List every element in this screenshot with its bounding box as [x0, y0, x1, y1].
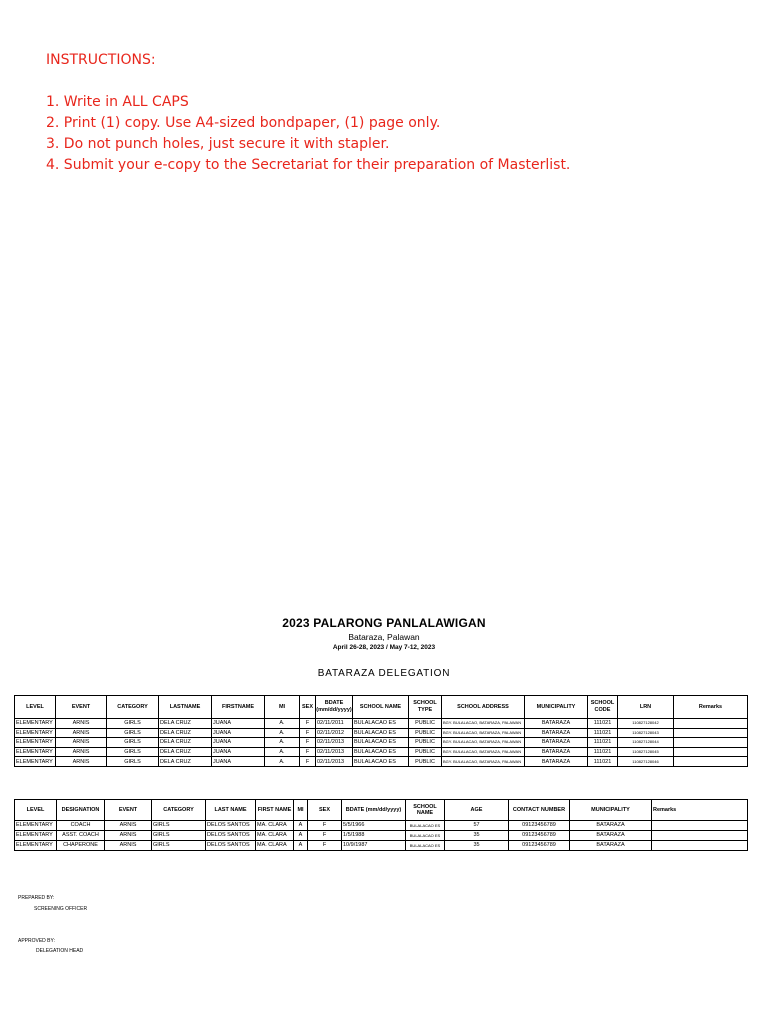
table-row: [15, 728, 748, 738]
table-cell: ELEMENTARY: [15, 841, 57, 851]
table-cell: BULALACAO ES: [353, 738, 409, 748]
table-cell: F: [308, 821, 342, 831]
col-header: EVENT: [56, 696, 107, 719]
table-cell: ELEMENTARY: [15, 821, 57, 831]
table-cell: F: [300, 757, 316, 767]
table-cell: DELOS SANTOS: [206, 841, 256, 851]
table-cell: PUBLIC: [409, 757, 442, 767]
table-cell: COACH: [57, 821, 105, 831]
table-cell: F: [300, 719, 316, 729]
table-row: [15, 747, 748, 757]
table-cell: ARNIS: [56, 738, 107, 748]
col-header: LASTNAME: [159, 696, 212, 719]
table-cell: GIRLS: [107, 738, 159, 748]
table-cell: BATARAZA: [525, 747, 588, 757]
table-cell: BATARAZA: [525, 738, 588, 748]
table-cell: ARNIS: [105, 841, 152, 851]
table-cell: ELEMENTARY: [15, 831, 57, 841]
table-cell: [674, 738, 748, 748]
col-header: DESIGNATION: [57, 800, 105, 821]
table-cell: CHAPERONE: [57, 841, 105, 851]
table-cell: BGY. BULALACAO, BATARAZA, PALAWAN: [442, 757, 525, 767]
table-cell: [674, 728, 748, 738]
table-cell: PUBLIC: [409, 747, 442, 757]
table-cell: 02/11/2012: [316, 728, 353, 738]
table-cell: ARNIS: [56, 719, 107, 729]
table-cell: BATARAZA: [570, 841, 652, 851]
table-cell: 09123456789: [509, 831, 570, 841]
table-cell: BATARAZA: [525, 719, 588, 729]
col-header: LAST NAME: [206, 800, 256, 821]
table-cell: BULALACAO ES: [353, 757, 409, 767]
table-row: [15, 757, 748, 767]
col-header: FIRSTNAME: [212, 696, 265, 719]
table-cell: [652, 841, 748, 851]
table-cell: 5/5/1966: [342, 821, 406, 831]
table-row: [15, 738, 748, 748]
table-cell: [652, 831, 748, 841]
instruction-item: 4. Submit your e-copy to the Secretariat for their preparation of Masterlist.: [46, 157, 571, 173]
table-cell: 1/5/1988: [342, 831, 406, 841]
table-cell: BGY. BULALACAO, BATARAZA, PALAWAN: [442, 738, 525, 748]
table-cell: GIRLS: [107, 757, 159, 767]
col-header: MI: [265, 696, 300, 719]
document-title: 2023 PALARONG PANLALAWIGAN: [282, 616, 486, 630]
officials-header-row: [15, 800, 748, 821]
table-cell: ELEMENTARY: [15, 719, 56, 729]
table-cell: PUBLIC: [409, 738, 442, 748]
col-header: BDATE (mm/dd/yyyy): [316, 696, 353, 719]
table-cell: DELA CRUZ: [159, 738, 212, 748]
table-cell: ELEMENTARY: [15, 738, 56, 748]
table-cell: ARNIS: [105, 821, 152, 831]
table-cell: 110827128043: [618, 728, 674, 738]
athletes-header-row: [15, 696, 748, 719]
screening-officer-label: SCREENING OFFICER: [34, 906, 88, 912]
athletes-table: [14, 695, 748, 767]
table-cell: ARNIS: [56, 728, 107, 738]
table-cell: A: [294, 821, 308, 831]
dates-text: April 26-28, 2023 / May 7-12, 2023: [332, 644, 436, 651]
col-header: MUNICIPALITY: [525, 696, 588, 719]
table-row: [15, 831, 748, 841]
table-cell: BGY. BULALACAO, BATARAZA, PALAWAN: [442, 728, 525, 738]
table-cell: DELA CRUZ: [159, 728, 212, 738]
approved-by-label: APPROVED BY:: [18, 938, 55, 944]
col-header: LEVEL: [15, 696, 56, 719]
table-cell: 111021: [588, 757, 618, 767]
table-cell: A.: [265, 719, 300, 729]
table-cell: 02/11/2011: [316, 719, 353, 729]
table-cell: JUANA: [212, 728, 265, 738]
table-cell: ARNIS: [56, 757, 107, 767]
table-cell: 57: [445, 821, 509, 831]
table-cell: 09123456789: [509, 821, 570, 831]
col-header: Remarks: [652, 800, 748, 821]
table-cell: 35: [445, 841, 509, 851]
table-cell: DELOS SANTOS: [206, 831, 256, 841]
col-header: SCHOOL ADDRESS: [442, 696, 525, 719]
col-header: SCHOOL TYPE: [409, 696, 442, 719]
instruction-item: 3. Do not punch holes, just secure it with stapler.: [46, 136, 390, 152]
table-cell: A.: [265, 747, 300, 757]
table-cell: 110827128045: [618, 747, 674, 757]
table-cell: MA. CLARA: [256, 841, 294, 851]
table-cell: JUANA: [212, 719, 265, 729]
col-header: AGE: [445, 800, 509, 821]
table-cell: [674, 757, 748, 767]
table-cell: GIRLS: [107, 728, 159, 738]
table-cell: GIRLS: [152, 841, 206, 851]
venue-text: Bataraza, Palawan: [348, 632, 420, 642]
table-cell: F: [300, 728, 316, 738]
prepared-by-label: PREPARED BY:: [18, 895, 55, 901]
table-cell: ARNIS: [105, 831, 152, 841]
instruction-item: 2. Print (1) copy. Use A4-sized bondpaper, (1) page only.: [46, 115, 441, 131]
col-header: BDATE (mm/dd/yyyy): [342, 800, 406, 821]
table-cell: JUANA: [212, 738, 265, 748]
table-cell: 110827128042: [618, 719, 674, 729]
table-cell: ELEMENTARY: [15, 747, 56, 757]
instructions-block: [46, 50, 570, 176]
table-cell: A.: [265, 728, 300, 738]
col-header: EVENT: [105, 800, 152, 821]
table-cell: A.: [265, 757, 300, 767]
table-cell: BULALACAO ES: [406, 831, 445, 841]
col-header: CONTACT NUMBER: [509, 800, 570, 821]
col-header: CATEGORY: [107, 696, 159, 719]
table-cell: DELA CRUZ: [159, 757, 212, 767]
col-header: SEX: [300, 696, 316, 719]
table-cell: 111021: [588, 747, 618, 757]
table-cell: A.: [265, 738, 300, 748]
table-cell: GIRLS: [152, 821, 206, 831]
col-header: SCHOOL NAME: [406, 800, 445, 821]
col-header: MI: [294, 800, 308, 821]
table-cell: JUANA: [212, 757, 265, 767]
table-cell: ELEMENTARY: [15, 757, 56, 767]
col-header: SCHOOL NAME: [353, 696, 409, 719]
table-cell: PUBLIC: [409, 728, 442, 738]
table-cell: 110827128044: [618, 738, 674, 748]
table-cell: BULALACAO ES: [406, 841, 445, 851]
table-cell: 35: [445, 831, 509, 841]
col-header: LRN: [618, 696, 674, 719]
table-cell: 110827128046: [618, 757, 674, 767]
table-cell: 02/11/2013: [316, 757, 353, 767]
table-cell: 02/11/2013: [316, 738, 353, 748]
table-row: [15, 841, 748, 851]
table-cell: A: [294, 841, 308, 851]
table-cell: 02/11/2013: [316, 747, 353, 757]
table-cell: MA. CLARA: [256, 831, 294, 841]
table-cell: BATARAZA: [570, 831, 652, 841]
delegation-title: BATARAZA DELEGATION: [317, 668, 451, 679]
col-header: SEX: [308, 800, 342, 821]
table-cell: BULALACAO ES: [406, 821, 445, 831]
officials-table: [14, 799, 748, 851]
col-header: MUNICIPALITY: [570, 800, 652, 821]
table-cell: F: [308, 841, 342, 851]
table-cell: BATARAZA: [570, 821, 652, 831]
table-cell: BULALACAO ES: [353, 728, 409, 738]
table-cell: JUANA: [212, 747, 265, 757]
table-cell: F: [300, 738, 316, 748]
table-cell: GIRLS: [107, 747, 159, 757]
table-cell: F: [300, 747, 316, 757]
col-header: CATEGORY: [152, 800, 206, 821]
table-cell: 111021: [588, 738, 618, 748]
delegation-head-label: DELEGATION HEAD: [36, 948, 84, 954]
table-row: [15, 719, 748, 729]
table-cell: 111021: [588, 728, 618, 738]
table-cell: GIRLS: [152, 831, 206, 841]
table-cell: [674, 747, 748, 757]
table-cell: DELOS SANTOS: [206, 821, 256, 831]
table-cell: BGY. BULALACAO, BATARAZA, PALAWAN: [442, 719, 525, 729]
table-cell: DELA CRUZ: [159, 747, 212, 757]
table-cell: BGY. BULALACAO, BATARAZA, PALAWAN: [442, 747, 525, 757]
table-cell: BULALACAO ES: [353, 719, 409, 729]
col-header: FIRST NAME: [256, 800, 294, 821]
table-cell: BATARAZA: [525, 757, 588, 767]
table-cell: F: [308, 831, 342, 841]
table-cell: GIRLS: [107, 719, 159, 729]
col-header: LEVEL: [15, 800, 57, 821]
table-cell: A: [294, 831, 308, 841]
col-header: SCHOOL CODE: [588, 696, 618, 719]
table-cell: BATARAZA: [525, 728, 588, 738]
table-cell: ELEMENTARY: [15, 728, 56, 738]
table-cell: MA. CLARA: [256, 821, 294, 831]
table-row: [15, 821, 748, 831]
table-cell: BULALACAO ES: [353, 747, 409, 757]
table-cell: PUBLIC: [409, 719, 442, 729]
table-cell: ASST. COACH: [57, 831, 105, 841]
table-cell: ARNIS: [56, 747, 107, 757]
table-cell: 09123456789: [509, 841, 570, 851]
table-cell: [652, 821, 748, 831]
instruction-item: 1. Write in ALL CAPS: [46, 94, 189, 110]
col-header: Remarks: [674, 696, 748, 719]
table-cell: DELA CRUZ: [159, 719, 212, 729]
instructions-title: INSTRUCTIONS:: [46, 52, 156, 68]
table-cell: 10/9/1987: [342, 841, 406, 851]
table-cell: 111021: [588, 719, 618, 729]
table-cell: [674, 719, 748, 729]
